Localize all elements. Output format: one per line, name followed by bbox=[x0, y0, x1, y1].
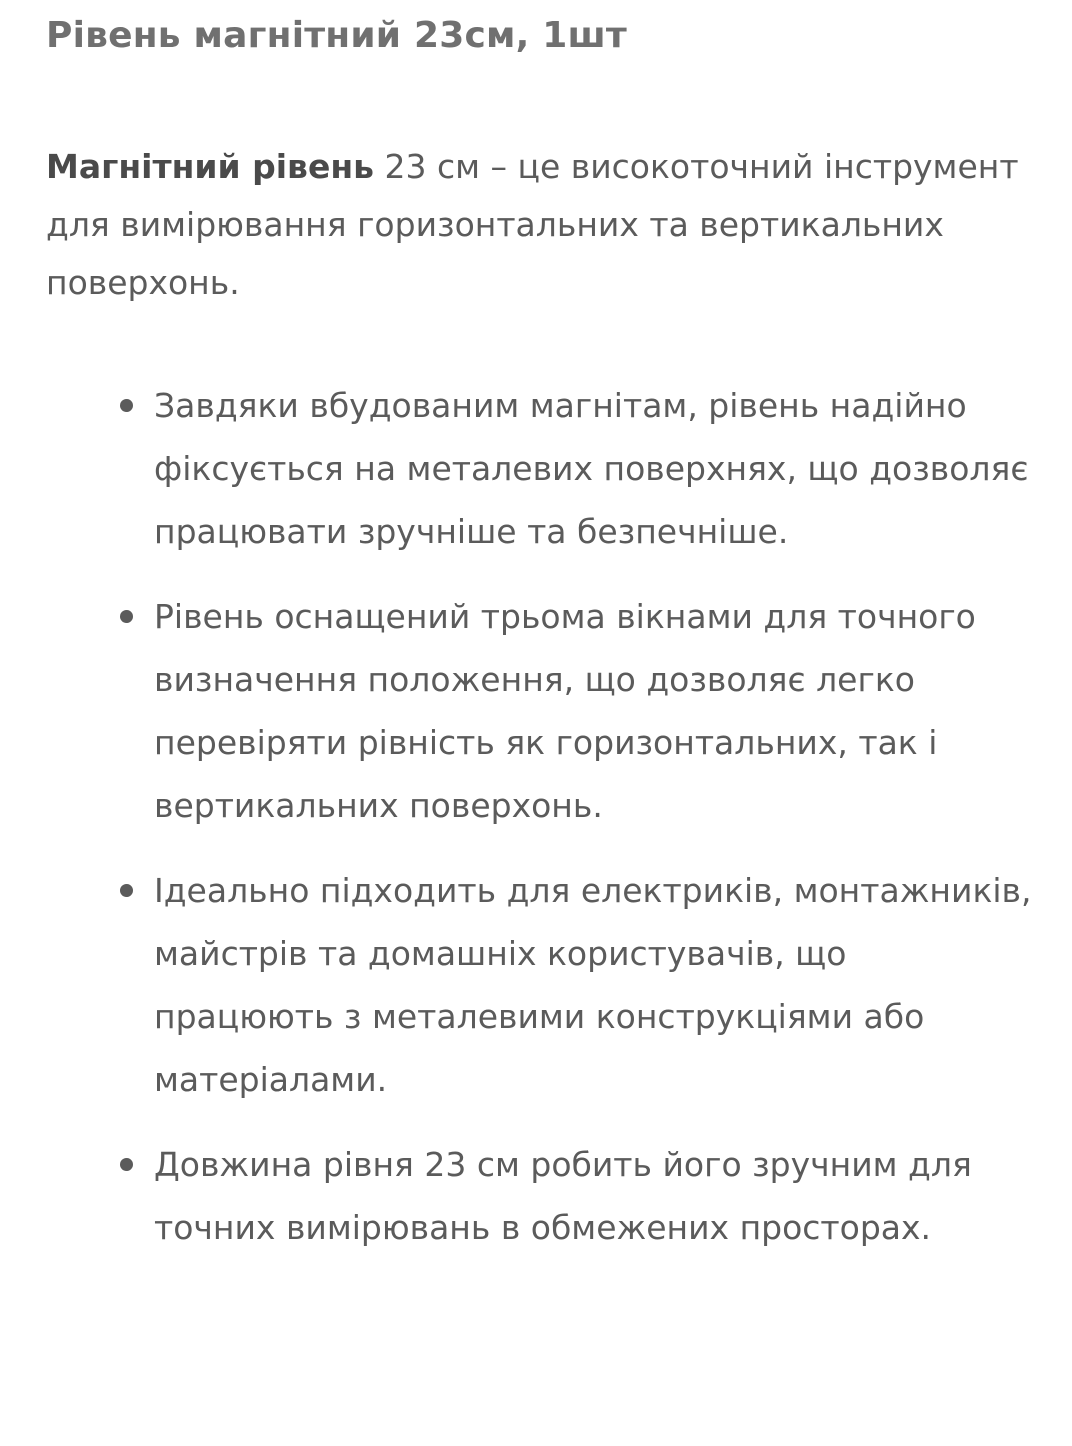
bullet-icon bbox=[120, 399, 133, 412]
list-item-text: Завдяки вбудованим магнітам, рівень надійно фіксується на металевих поверхнях, що дозволяє працювати зручніше та безпечніше. bbox=[154, 386, 1029, 551]
list-item-text: Рівень оснащений трьома вікнами для точного визначення положення, що дозволяє легко перевіряти рівність як горизонтальних, так і вертикальних поверхонь. bbox=[154, 597, 976, 825]
list-item-text: Довжина рівня 23 см робить його зручним для точних вимірювань в обмежених просторах. bbox=[154, 1145, 972, 1247]
list-item bbox=[46, 585, 1034, 837]
list-item bbox=[46, 374, 1034, 563]
list-item bbox=[46, 859, 1034, 1111]
feature-list bbox=[46, 374, 1032, 1259]
bullet-icon bbox=[120, 884, 133, 897]
list-item-text: Ідеально підходить для електриків, монтажників, майстрів та домашніх користувачів, що працюють з металевими конструкціями або матеріалами. bbox=[154, 871, 1032, 1099]
page-title: Рівень магнітний 23см, 1шт bbox=[46, 15, 627, 56]
intro-text: 23 см – це високоточний інструмент для вимірювання горизонтальних та вертикальних поверхонь. bbox=[46, 147, 1019, 302]
intro-paragraph bbox=[46, 138, 1026, 312]
list-item bbox=[46, 1133, 1034, 1259]
bullet-icon bbox=[120, 610, 133, 623]
intro-bold-lead: Магнітний рівень bbox=[46, 147, 374, 186]
bullet-icon bbox=[120, 1158, 133, 1171]
